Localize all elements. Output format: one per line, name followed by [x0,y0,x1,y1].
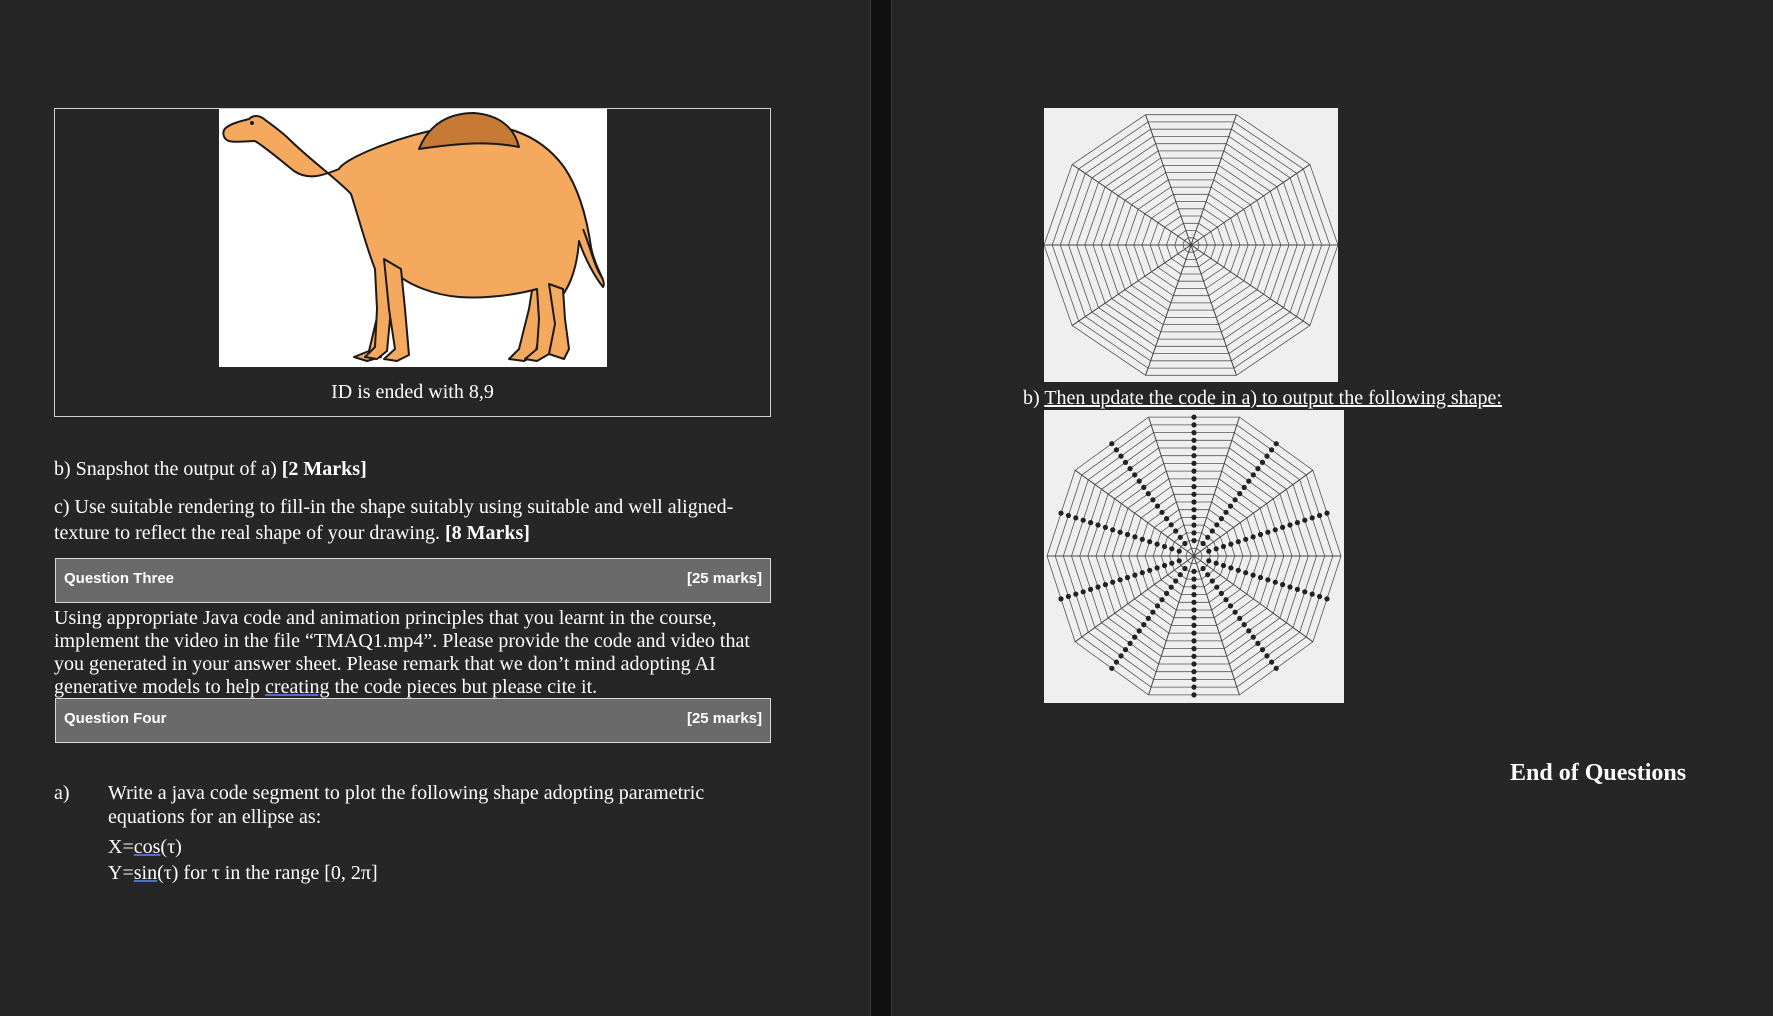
decagon-dot [1118,577,1123,582]
decagon-dot [1260,460,1265,465]
decagon-dot [1191,654,1196,659]
decagon-dot [1191,623,1196,628]
part-b-text [54,458,367,481]
decagon-dot [1273,580,1278,585]
decagon-dot [1109,666,1114,671]
decagon-dot [1246,479,1251,484]
decagon-dot [1264,454,1269,459]
decagon-dot [1258,575,1263,580]
question-three-line2: implement the video in the file “TMAQ1.mp4”. Please provide the code and video that [54,630,750,652]
decagon-dot [1147,539,1152,544]
decagon-dot [1146,491,1151,496]
question-three-line4-c: the code pieces but please cite it. [329,676,598,698]
decagon-dot [1159,597,1164,602]
decagon-dot [1191,492,1196,497]
decagon-dot [1214,561,1219,566]
question-four-title: Question Four [64,710,167,727]
decagon-dot [1132,635,1137,640]
decagon-dot [1155,603,1160,608]
decagon-dot [1223,597,1228,602]
decagon-dot [1223,510,1228,515]
decagon-dot [1073,515,1078,520]
decagon-dot [1287,584,1292,589]
decagon-dot [1110,527,1115,532]
decagon-dot [1103,582,1108,587]
decagon-dot [1191,445,1196,450]
decagon-dot [1125,575,1130,580]
decagon-dot [1191,438,1196,443]
decagon-dot [1191,592,1196,597]
decagon-dot [1159,510,1164,515]
decagon-dot [1242,485,1247,490]
decagon-dot [1147,568,1152,573]
decagon-dot [1317,594,1322,599]
decagon-dot [1123,647,1128,652]
decagon-dot [1228,565,1233,570]
decagon-dot [1191,638,1196,643]
decagon-dot [1073,592,1078,597]
part-c-marks: [8 Marks] [444,522,530,544]
decagon-dot [1274,441,1279,446]
equation-y-suffix: (τ) for τ in the range [0, 2π] [157,862,378,884]
decagon-dot [1233,497,1238,502]
decagon-dot [1191,530,1196,535]
decagon-dot [1191,615,1196,620]
decagon-dot [1191,685,1196,690]
equation-y-fn: sin [133,862,158,884]
decagon-dot [1103,525,1108,530]
decagon-dot [1191,692,1196,697]
decagon-dot [1251,635,1256,640]
decagon-dot [1242,622,1247,627]
equation-x-prefix: X= [108,836,134,858]
decagon-dot [1269,447,1274,452]
decagon-spoke [1075,556,1194,642]
decagon-dot [1178,572,1183,577]
decagon-dot [1150,497,1155,502]
decagon-dot [1219,591,1224,596]
decagon-dot [1214,522,1219,527]
decagon-dot [1146,616,1151,621]
decagon-dot [1169,522,1174,527]
decagon-dot [1110,580,1115,585]
decagon-dot [1125,532,1130,537]
decagon-dot [1221,544,1226,549]
question-three-line4 [54,676,597,699]
decagon-dot [1191,577,1196,582]
decagon-dot [1191,607,1196,612]
camel-caption: ID is ended with 8,9 [331,381,494,403]
decagon-dot [1237,616,1242,621]
question-three-title: Question Three [64,570,175,587]
decagon-dot [1140,570,1145,575]
right-part-b [1023,387,1502,410]
question-three-line4-a: generative models to help [54,676,266,698]
decagon-dot [1140,537,1145,542]
decagon-dot [1265,577,1270,582]
question-three-marks: [25 marks] [686,570,762,587]
decagon-dot [1210,528,1215,533]
decagon-dot [1191,646,1196,651]
decagon-dot [1258,532,1263,537]
decagon-spoke [1072,245,1191,326]
decagon-dot [1182,541,1187,546]
decagon-dot [1317,513,1322,518]
decagon-dot [1155,542,1160,547]
decagon-dot [1191,515,1196,520]
decagon-dot [1095,584,1100,589]
decagon-dot [1243,570,1248,575]
question-three-line4-b: creating [265,676,330,698]
decagon-dot [1191,538,1196,543]
decagon-dot [1141,485,1146,490]
decagon-dot [1237,491,1242,496]
decagon-dot [1280,525,1285,530]
decagon-dot [1205,535,1210,540]
decagon-dot [1173,578,1178,583]
decagon-dot [1287,522,1292,527]
decagon-dot [1302,589,1307,594]
decagon-dot [1191,476,1196,481]
decagon-dot [1191,469,1196,474]
right-part-b-label: b) [1023,387,1045,409]
decagon-dot [1164,516,1169,521]
decagon-dot [1137,479,1142,484]
decagon-dot [1251,573,1256,578]
decagon-spoke [1194,556,1313,642]
decagon-dot [1243,537,1248,542]
camel-image [219,109,607,367]
decagon-dot [1205,572,1210,577]
part-b-marks: [2 Marks] [281,458,367,480]
question-four-marks: [25 marks] [686,710,762,727]
decagon-dot [1251,472,1256,477]
decagon-dot [1182,566,1187,571]
decagon-dot [1132,472,1137,477]
decagon-dot [1191,669,1196,674]
decagon-dot [1191,430,1196,435]
decagon-dot [1137,628,1142,633]
decagon-spoke [1194,470,1313,556]
decagon-dot [1114,447,1119,452]
decagon-dot [1236,568,1241,573]
decagon-dot [1123,460,1128,465]
decagon-dot [1191,631,1196,636]
decagon-dot [1233,610,1238,615]
decagon-dot [1302,518,1307,523]
decagon-dot [1191,484,1196,489]
equation-y [108,862,378,885]
decagon-dot [1264,653,1269,658]
decagon-dot [1081,518,1086,523]
decagon-dot [1206,558,1211,563]
decagon-dot [1191,661,1196,666]
decagon-dot [1128,466,1133,471]
decagon-dot [1191,569,1196,574]
page-divider [870,0,892,1016]
equation-x-suffix: (τ) [160,836,182,858]
decagon-dot [1191,415,1196,420]
decagon-dot [1177,558,1182,563]
end-of-questions: End of Questions [1510,760,1687,786]
decagon-dot [1155,565,1160,570]
decagon-dot [1236,539,1241,544]
question-three-line1: Using appropriate Java code and animation principles that you learnt in the course, [54,607,717,629]
decagon-drawing-2 [1044,410,1344,703]
decagon-dot [1310,515,1315,520]
decagon-dot [1178,535,1183,540]
decagon-dot [1274,666,1279,671]
decagon-dot [1114,660,1119,665]
decagon-dot [1150,610,1155,615]
decagon-dot [1228,504,1233,509]
decagon-dot [1066,594,1071,599]
decagon-dot [1141,622,1146,627]
decagon-dot [1058,511,1063,516]
part-c-text: texture to reflect the real shape of your drawing. [54,522,445,544]
question-three-bar [55,558,771,603]
decagon-dot [1201,541,1206,546]
decagon-dot [1088,587,1093,592]
part-c-line2 [54,522,530,545]
equation-y-prefix: Y= [108,862,134,884]
decagon-dot [1219,516,1224,521]
decagon-dot [1310,592,1315,597]
decagon-spoke [1191,164,1310,245]
decagon-dot [1273,527,1278,532]
question-three-line3: you generated in your answer sheet. Please remark that we don’t mind adopting AI [54,653,716,675]
decagon-dot [1210,578,1215,583]
decagon-dot [1191,523,1196,528]
decagon-spoke [1072,164,1191,245]
decagon-dot [1191,677,1196,682]
decagon-dot [1201,566,1206,571]
decagon-spoke [1191,245,1310,326]
decagon-dot [1173,528,1178,533]
decagon-dot [1191,584,1196,589]
decagon-dot [1214,546,1219,551]
decagon-figure-2 [1044,410,1344,703]
decagon-dot [1214,585,1219,590]
decagon-dot [1169,546,1174,551]
decagon-dot [1191,461,1196,466]
decagon-dot [1088,520,1093,525]
decagon-dot [1269,660,1274,665]
decagon-dot [1265,530,1270,535]
decagon-dot [1118,454,1123,459]
decagon-dot [1295,520,1300,525]
decagon-dot [1280,582,1285,587]
decagon-dot [1191,507,1196,512]
decagon-dot [1132,573,1137,578]
decagon-dot [1128,641,1133,646]
question-four-a-line1: Write a java code segment to plot the following shape adopting parametric [108,782,705,804]
decagon-dot [1177,549,1182,554]
decagon-dot [1066,513,1071,518]
part-b-label: b) Snapshot the output of a) [54,458,282,480]
decagon-dot [1155,504,1160,509]
decagon-dot [1109,441,1114,446]
decagon-spoke [1075,470,1194,556]
decagon-dot [1169,585,1174,590]
decagon-dot [1221,563,1226,568]
decagon-dot [1255,641,1260,646]
equation-x-fn: cos [133,836,161,858]
decagon-dot [1251,534,1256,539]
decagon-dot [1081,589,1086,594]
camel-drawing [219,109,607,367]
decagon-dot [1164,591,1169,596]
decagon-dot [1228,603,1233,608]
decagon-dot [1132,534,1137,539]
decagon-dot [1118,530,1123,535]
decagon-dot [1260,647,1265,652]
question-four-label-a: a) [54,782,70,804]
part-c-line1: c) Use suitable rendering to fill-in the shape suitably using suitable and well aligned- [54,496,734,518]
decagon-dot [1191,422,1196,427]
decagon-dot [1118,653,1123,658]
decagon-drawing-1 [1044,108,1338,382]
decagon-dot [1162,563,1167,568]
decagon-dot [1295,587,1300,592]
question-four-bar [55,698,771,743]
decagon-dot [1324,511,1329,516]
equation-x [108,836,182,859]
decagon-figure-1 [1044,108,1338,382]
decagon-dot [1058,596,1063,601]
decagon-dot [1324,596,1329,601]
decagon-dot [1206,549,1211,554]
decagon-dot [1255,466,1260,471]
decagon-dot [1191,600,1196,605]
decagon-dot [1095,522,1100,527]
decagon-dot [1162,544,1167,549]
decagon-dot [1191,499,1196,504]
decagon-dot [1191,453,1196,458]
decagon-dot [1169,561,1174,566]
question-four-a-line2: equations for an ellipse as: [108,806,322,828]
decagon-dot [1246,628,1251,633]
decagon-dot [1228,542,1233,547]
right-part-b-text: Then update the code in a) to output the following shape: [1044,387,1502,409]
